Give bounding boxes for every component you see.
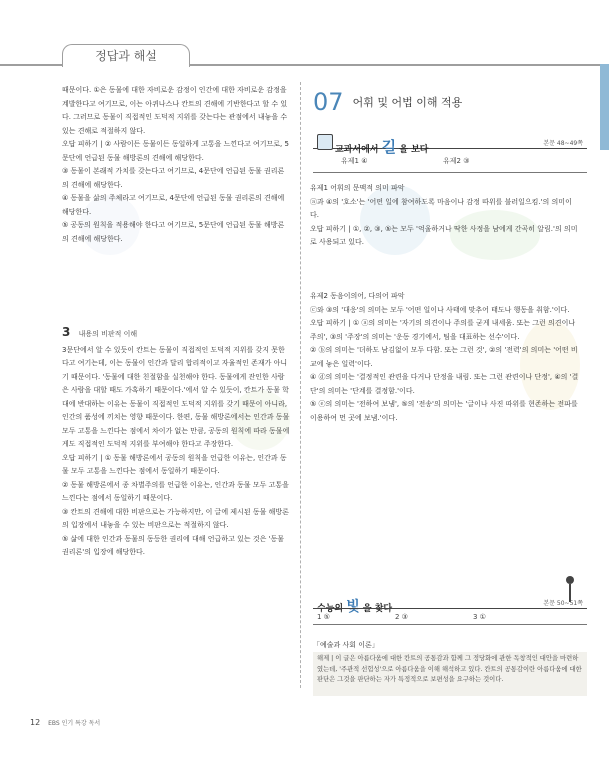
book-icon	[317, 134, 333, 150]
label-prefix: 교과서에서	[335, 145, 379, 155]
label-suffix: 을 보다	[399, 145, 429, 155]
header-tab: 정답과 해설	[62, 44, 190, 67]
wrong-answer-note: ⑤ 공동의 원칙을 적용해야 한다고 여기므로, 5문단에 언급된 동물 해방론의 견해에 해당한다.	[62, 221, 285, 243]
section-number: 07	[313, 88, 344, 116]
answer-item: 1 ⑤	[317, 613, 330, 621]
textbook-answers-row	[313, 150, 587, 173]
box-rule	[313, 608, 587, 609]
column-divider	[300, 82, 301, 688]
answer-item: 3 ①	[473, 613, 486, 621]
wrong-answer-note: ④ 동물을 삶의 주체라고 여기므로, 4문단에 언급된 동물 권리론의 견해에 해당한다.	[62, 194, 285, 216]
wrong-answer-note: 오답 피하기 | ② 사람이든 동물이든 동일하게 고통을 느낀다고 여기므로, 5문단에 언급된 동물 해방론의 견해에 해당한다.	[62, 140, 289, 162]
right-column-ex1	[310, 182, 580, 250]
left-column-top	[62, 84, 290, 246]
textbook-answer-box	[313, 126, 587, 173]
section-title: 어휘 및 어법 이해 적용	[352, 96, 463, 109]
section-heading	[313, 88, 462, 118]
exercise-heading	[310, 182, 580, 196]
passage-title: 「예술과 사회 이론」	[313, 641, 379, 649]
suneung-answers-row	[313, 610, 587, 625]
left-column-q3	[62, 326, 290, 560]
wrong-answer-note: ② 동물 해방론에서 종 차별주의를 언급한 이유는, 인간과 동물 모두 고통을 느낀다는 점에서 동일하기 때문이다.	[62, 480, 289, 502]
wrong-answer-note: ② ⓑ의 의미는 '더하도 남김없이 모두 다함. 또는 그런 것', ②의 '전력'의 의미는 '어떤 비교에 놓은 일력'이다.	[310, 346, 578, 368]
exercise-label: 유제2	[310, 292, 328, 300]
explanation-paragraph: ⓒ와 ③의 '대응'의 의미는 모두 '어떤 일이나 사태에 맞추어 태도나 행동을 취함.'이다.	[310, 305, 570, 314]
answer-page-range: 본문 50~51쪽	[543, 600, 583, 607]
textbook-box-header	[313, 134, 587, 156]
passage-summary: 해제 | 이 글은 아름다움에 대한 칸트의 공통감과 함께 그 정당화에 관한 독창적인 대안을 마련하였는데, '주관적 선험성'으로 아름다움을 이해 해석하고 있다. 칸트의 공통감이란 아름다움에 대한 판단은 그것을 판단하는 자가 특정적으로 보편성을 요구하는 것이다.	[313, 652, 587, 696]
explanation-paragraph: 3문단에서 알 수 있듯이 칸트는 동물이 직접적인 도덕적 지위를 갖지 못한다고 여기는데, 이는 동물이 인간과 달리 합리적이고 자율적인 존재가 아니기 때문이다. '동물에 대한 친절함을 실천해야 한다. 동물에게 잔인한 사람은 사람을 대할 때도 가혹하기 때문이다.'에서 알 수 있듯이, 칸트가 동물 학대에 반대하는 이유는 동물이 직접적인 도덕적 지위를 갖기 때문이 아니라, 인간의 품성에 끼치는 영향 때문이다. 한편, 동물 해방론에서는 인간과 동물 모두 고통을 느낀다는 점에서 차이가 없는 만큼, 공동의 원칙에 따라 동물에게도 직접적인 도덕적 지위를 부여해야 한다고 주장한다.	[62, 345, 290, 448]
answer-item: 유제2 ③	[443, 157, 470, 165]
wrong-answer-note: ③ 칸트의 견해에 대한 비판으로는 가능하지만, 이 글에 제시된 동물 해방론의 입장에서 내놓을 수 있는 비판으로는 적절하지 않다.	[62, 507, 289, 529]
question-number: 3	[62, 325, 71, 339]
exercise-heading	[310, 290, 580, 304]
exercise-label: 유제1	[310, 184, 328, 192]
wrong-answer-note: ⑤ 삶에 대한 인간과 동물의 동등한 권리에 대해 언급하고 있는 것은 '동물 권리론'의 입장에 해당한다.	[62, 534, 285, 556]
answer-item: 2 ③	[395, 613, 408, 621]
exercise-title: 동음이의어, 다의어 파악	[330, 292, 405, 300]
wrong-answer-note: ⑤ ⓔ의 의미는 '전하여 보냄', ⑤의 '전송'의 의미는 '글이나 사진 따위를 현존하는 전파를 이용하여 먼 곳에 보냄.'이다.	[310, 400, 578, 422]
wrong-answer-note: ④ ⓓ의 의미는 '결정적인 관련을 다거나 단정을 내림. 또는 그런 관련이나 단정', ④의 '결단'의 의미는 '단계를 결정함.'이다.	[310, 373, 579, 395]
label-suffix: 을 찾다	[362, 604, 393, 614]
right-column-ex2	[310, 290, 580, 425]
question-type-label: 내용의 비판적 이해	[78, 330, 138, 338]
page-footer	[30, 718, 100, 727]
exercise-title: 어휘의 문맥적 의미 파악	[330, 184, 405, 192]
wrong-answer-note: 오답 피하기 | ① ⓐ의 의미는 '자기의 의견이나 주의를 굳게 내세움. 또는 그런 의견이나 주의', ③의 '주장'의 의미는 '운동 경기에서, 팀을 대표하는 선수'이다.	[310, 319, 576, 341]
page-number: 12	[30, 718, 41, 727]
label-highlight: 빛	[346, 599, 360, 615]
wrong-answer-note: 오답 피하기 | ①, ②, ③, ⑤는 모두 '억울하거나 딱한 사정을 남에게 간곡히 알림.'의 의미로 사용되고 있다.	[310, 224, 578, 246]
wrong-answer-note: 오답 피하기 | ① 동물 해방론에서 공동의 원칙을 언급한 이유는, 인간과 동물 모두 고통을 느낀다는 점에서 동일하기 때문이다.	[62, 453, 287, 475]
explanation-paragraph: 때문이다. ①은 동물에 대한 자비로운 감정이 인간에 대한 자비로운 감정을 계발한다고 여기므로, 이는 아퀴나스나 칸트의 견해에 기반한다고 할 수 있다. 그러므로 동물이 직접적인 도덕적 지위를 갖는다는 관점에서 내놓을 수 있는 견해로 적절하지 않다.	[62, 86, 288, 135]
answer-item: 유제1 ④	[341, 157, 368, 165]
label-highlight: 길	[381, 138, 397, 156]
wrong-answer-note: ③ 동물이 본래적 가치를 갖는다고 여기므로, 4문단에 언급된 동물 권리론의 견해에 해당한다.	[62, 167, 285, 189]
side-color-strip	[600, 64, 609, 150]
book-title: EBS 인기 특강 독서	[48, 720, 101, 727]
suneung-answer-box	[313, 588, 587, 622]
question-heading	[62, 326, 290, 342]
label-prefix: 수능의	[317, 604, 344, 614]
answer-page-range: 본문 48~49쪽	[543, 140, 583, 147]
explanation-paragraph: ⓐ과 ④의 '호소'는 '어떤 일에 참여하도록 마음이나 감정 따위를 불러일으킴.'의 의미이다.	[310, 197, 572, 219]
